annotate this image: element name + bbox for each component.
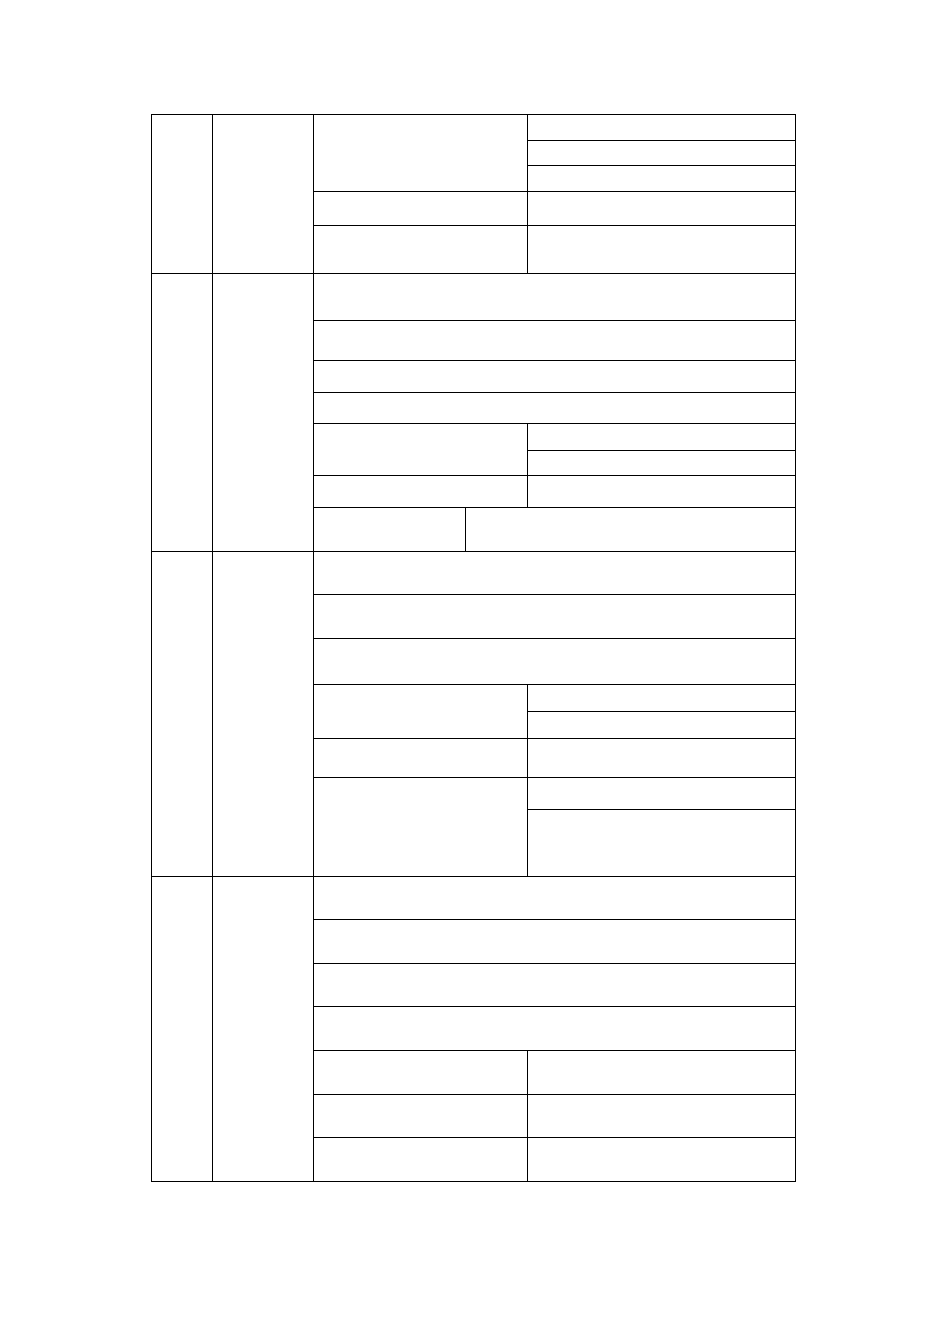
row-line — [527, 140, 795, 141]
frame-left — [151, 114, 152, 1182]
column-divider-2 — [313, 114, 314, 1182]
row-line — [313, 738, 795, 739]
cell-divider — [527, 114, 528, 273]
row-line — [313, 507, 795, 508]
row-line — [313, 1050, 795, 1051]
row-line — [313, 594, 795, 595]
row-line — [313, 638, 795, 639]
row-line — [527, 711, 795, 712]
row-line — [527, 165, 795, 166]
row-line — [527, 450, 795, 451]
row-line — [313, 360, 795, 361]
section-separator — [151, 876, 796, 877]
cell-divider — [527, 1050, 528, 1181]
row-line — [313, 1006, 795, 1007]
frame-right — [795, 114, 796, 1182]
column-divider-1 — [212, 114, 213, 1182]
section-separator — [151, 551, 796, 552]
row-line — [313, 963, 795, 964]
section-separator — [151, 273, 796, 274]
row-line — [527, 809, 795, 810]
row-line — [313, 320, 795, 321]
row-line — [313, 475, 795, 476]
row-line — [313, 225, 795, 226]
row-line — [313, 392, 795, 393]
row-line — [313, 1094, 795, 1095]
row-line — [313, 684, 795, 685]
row-line — [313, 777, 795, 778]
row-line — [313, 423, 795, 424]
row-line — [313, 191, 795, 192]
frame-top — [151, 114, 796, 115]
row-line — [313, 1137, 795, 1138]
row-line — [313, 919, 795, 920]
cell-divider — [527, 423, 528, 507]
frame-bottom — [151, 1181, 796, 1182]
cell-divider — [465, 507, 466, 551]
cell-divider — [527, 684, 528, 876]
